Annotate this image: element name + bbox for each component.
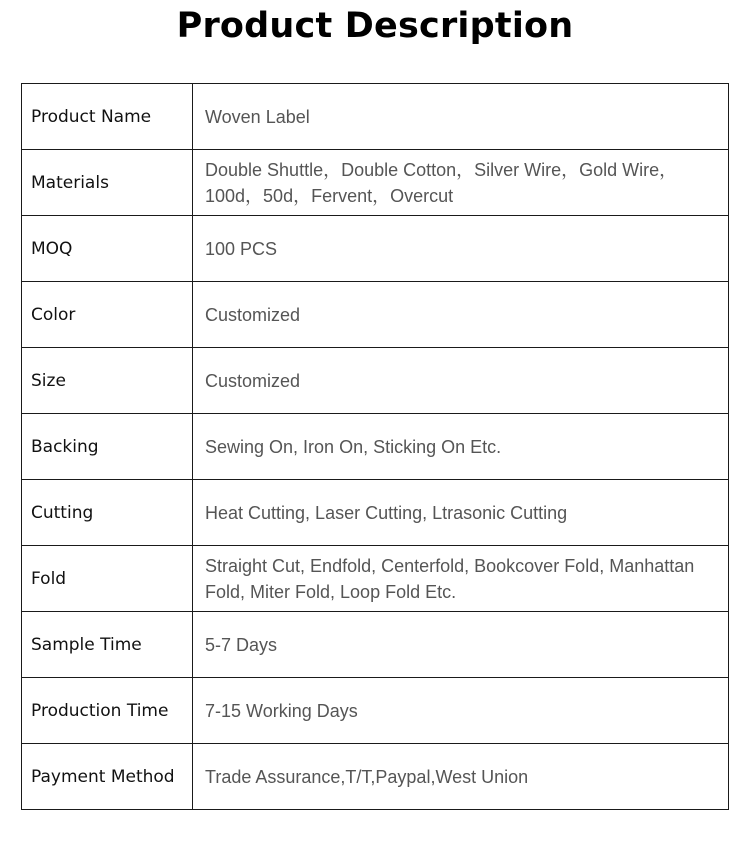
row-label: Fold [22,546,193,612]
row-label: Cutting [22,480,193,546]
row-label: Sample Time [22,612,193,678]
table-row-fold [22,546,729,612]
row-label: Payment Method [22,744,193,810]
row-label: Size [22,348,193,414]
table-row-color [22,282,729,348]
page-title: Product Description [176,6,574,46]
row-label: MOQ [22,216,193,282]
row-value: Sewing On, Iron On, Sticking On Etc. [193,414,729,480]
table-row-size [22,348,729,414]
table-row-backing [22,414,729,480]
row-value: 7-15 Working Days [193,678,729,744]
row-value: Customized [193,348,729,414]
row-value: 5-7 Days [193,612,729,678]
table-row-payment-method [22,744,729,810]
row-label: Production Time [22,678,193,744]
row-value: Double Shuttle，Double Cotton，Silver Wire，Gold Wire，100d，50d，Fervent，Overcut [193,150,729,216]
row-label: Materials [22,150,193,216]
row-value: Woven Label [193,84,729,150]
row-label: Backing [22,414,193,480]
table-row-cutting [22,480,729,546]
product-spec-table [21,83,729,810]
row-value: Customized [193,282,729,348]
table-row-materials [22,150,729,216]
row-value: Heat Cutting, Laser Cutting, Ltrasonic Cutting [193,480,729,546]
row-value: Trade Assurance,T/T,Paypal,West Union [193,744,729,810]
row-label: Color [22,282,193,348]
table-row-sample-time [22,612,729,678]
row-value: 100 PCS [193,216,729,282]
row-value: Straight Cut, Endfold, Centerfold, Bookcover Fold, Manhattan Fold, Miter Fold, Loop Fold Etc. [193,546,729,612]
table-row-moq [22,216,729,282]
table-row-production-time [22,678,729,744]
row-label: Product Name [22,84,193,150]
table-row-product-name [22,84,729,150]
